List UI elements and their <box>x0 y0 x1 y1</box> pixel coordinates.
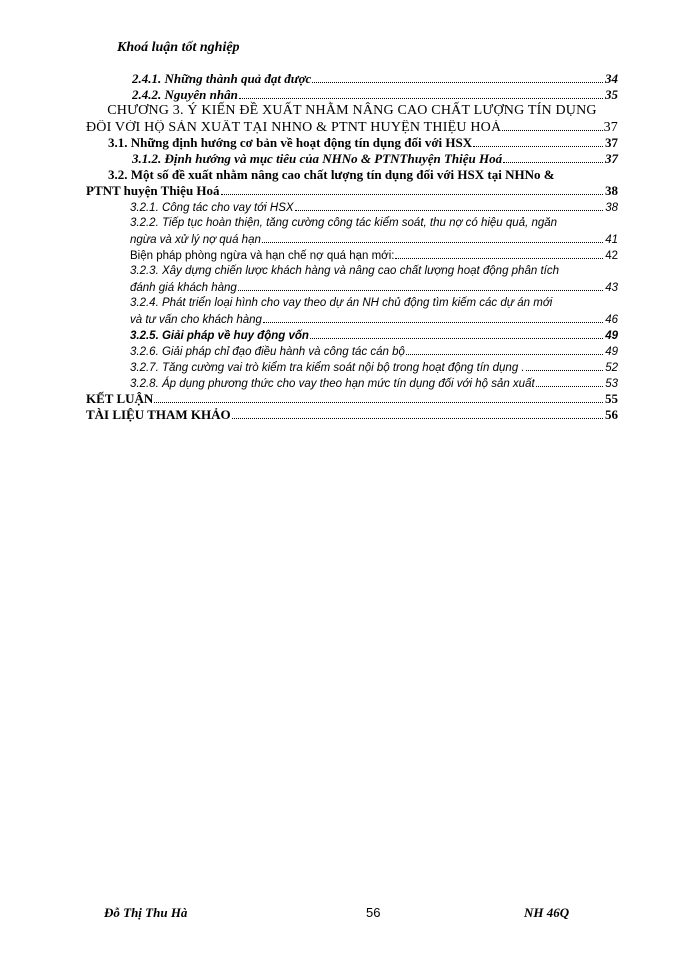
footer-class-code: NH 46Q <box>524 905 570 920</box>
footer-page-number: 56 <box>366 905 381 920</box>
toc-page-number: 38 <box>605 202 618 214</box>
toc-entry-3-2-5[interactable]: 3.2.5. Giải pháp về huy động vốn 49 <box>86 327 618 343</box>
toc-entry-3-2-7[interactable]: 3.2.7. Tăng cường vai trò kiểm tra kiểm soát nội bộ trong hoạt động tín dụng . 52 <box>86 359 618 375</box>
table-of-contents <box>86 71 618 423</box>
toc-page-number: 53 <box>605 378 618 390</box>
toc-entry-3-2-4-line1[interactable]: 3.2.4. Phát triển loại hình cho vay theo dự án NH chủ động tìm kiếm các dự án mới <box>130 297 553 309</box>
toc-entry-3-2-3-line1[interactable]: 3.2.3. Xây dựng chiến lược khách hàng và nâng cao chất lượng hoạt động phân tích <box>130 265 559 277</box>
toc-page-number: 42 <box>605 250 618 262</box>
toc-entry-3-2-1[interactable]: 3.2.1. Công tác cho vay tới HSX 38 <box>86 199 618 215</box>
toc-entry-ket-luan[interactable]: KẾT LUẬN 55 <box>86 391 618 406</box>
toc-entry-3-2-3-line2[interactable]: đánh giá khách hàng 43 <box>86 279 618 295</box>
toc-page-number: 38 <box>605 183 618 198</box>
toc-entry-3-1-2[interactable]: 3.1.2. Định hướng và mục tiêu của NHNo & PTNThuyện Thiệu Hoá 37 <box>132 151 618 166</box>
toc-page-number: 34 <box>605 71 618 86</box>
toc-page-number: 49 <box>605 346 618 358</box>
toc-entry-2-4-1[interactable]: 2.4.1. Những thành quả đạt được 34 <box>132 71 618 86</box>
toc-entry-3-2-2-line1[interactable]: 3.2.2. Tiếp tục hoàn thiện, tăng cường công tác kiểm soát, thu nợ có hiệu quả, ngăn <box>130 217 558 229</box>
toc-page-number: 37 <box>603 120 618 135</box>
toc-entry-3-2-line2[interactable]: PTNT huyện Thiệu Hoá 38 <box>86 183 618 198</box>
toc-entry-3-2-8[interactable]: 3.2.8. Áp dụng phương thức cho vay theo hạn mức tín dụng đối với hộ sản xuất 53 <box>86 375 618 391</box>
toc-entry-3-2-4-line2[interactable]: và tư vấn cho khách hàng 46 <box>86 311 618 327</box>
toc-entry-chapter-3-line2[interactable]: ĐỐI VỚI HỘ SẢN XUẤT TẠI NHNO & PTNT HUYỆN THIỆU HOÁ 37 <box>86 120 618 135</box>
toc-page-number: 37 <box>605 135 618 150</box>
toc-entry-3-2-6[interactable]: 3.2.6. Giải pháp chỉ đạo điều hành và công tác cán bộ 49 <box>86 343 618 359</box>
toc-page-number: 41 <box>605 234 618 246</box>
toc-entry-3-1[interactable]: 3.1. Những định hướng cơ bản về hoạt động tín dụng đối với HSX 37 <box>108 135 618 150</box>
toc-page-number: 46 <box>605 314 618 326</box>
toc-entry-3-2-2-line2[interactable]: ngừa và xử lý nợ quá hạn 41 <box>86 231 618 247</box>
toc-page-number: 49 <box>605 330 618 342</box>
toc-page-number: 55 <box>605 391 618 406</box>
toc-page-number: 35 <box>605 87 618 102</box>
toc-entry-bien-phap[interactable]: Biện pháp phòng ngừa và hạn chế nợ quá hạn mới: 42 <box>86 247 618 263</box>
footer-author: Đỗ Thị Thu Hà <box>104 905 188 920</box>
document-header: Khoá luận tốt nghiệp <box>117 40 240 55</box>
toc-page-number: 56 <box>605 407 618 422</box>
toc-page-number: 52 <box>605 362 618 374</box>
toc-entry-2-4-2[interactable]: 2.4.2. Nguyên nhân 35 <box>132 87 618 102</box>
toc-entry-chapter-3-line1[interactable]: CHƯƠNG 3. Ý KIẾN ĐỀ XUẤT NHẰM NÂNG CAO CHẤT LƯỢNG TÍN DỤNG <box>107 103 597 118</box>
toc-entry-tai-lieu[interactable]: TÀI LIỆU THAM KHẢO 56 <box>86 407 618 422</box>
toc-entry-3-2-line1[interactable]: 3.2. Một số đề xuất nhằm nâng cao chất lượng tín dụng đối với HSX tại NHNo & <box>108 167 555 182</box>
toc-page-number: 43 <box>605 282 618 294</box>
toc-page-number: 37 <box>605 151 618 166</box>
